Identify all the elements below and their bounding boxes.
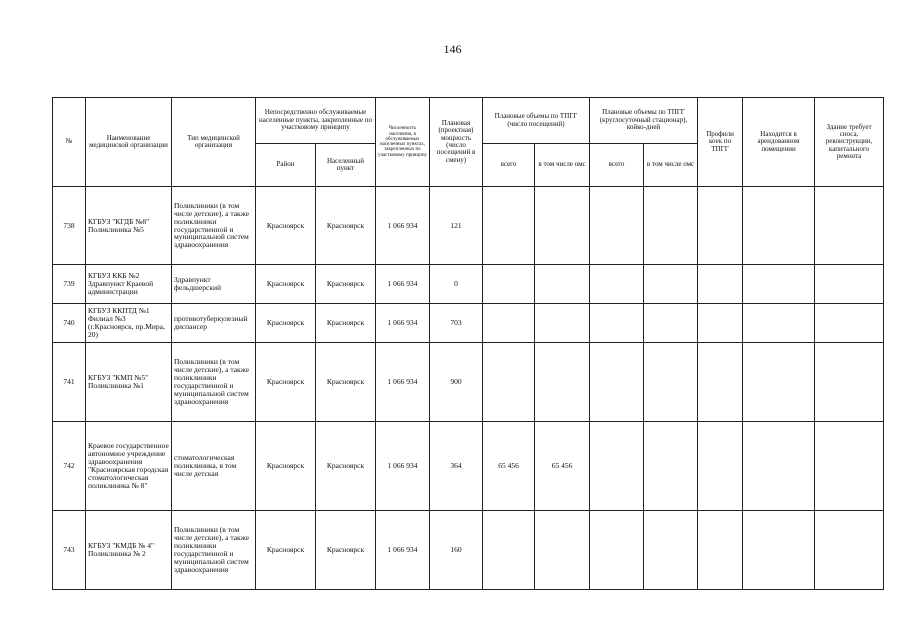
page-number: 146 [443, 42, 462, 56]
cell-org-type: Поликлиники (в том числе детские), а также поликлиники государственной и муниципальной систем здравоохранения [172, 511, 256, 590]
cell-profiles [698, 304, 743, 343]
cell-profiles [698, 343, 743, 422]
cell-reconstruction [815, 422, 884, 511]
cell-profiles [698, 187, 743, 265]
header-beds: Плановые объемы по ТПГГ (круглосуточный стационар), койко-дней [590, 98, 698, 144]
cell-beds-oms [644, 187, 698, 265]
cell-profiles [698, 265, 743, 304]
cell-visits-total [483, 511, 535, 590]
table-row [53, 422, 884, 511]
cell-rented [743, 343, 815, 422]
cell-population: 1 066 934 [376, 265, 430, 304]
cell-capacity: 0 [430, 265, 483, 304]
cell-district: Красноярск [256, 304, 316, 343]
cell-org-type: Поликлиники (в том числе детские), а также поликлиники государственной и муниципальной систем здравоохранения [172, 343, 256, 422]
cell-settlement: Красноярск [316, 304, 376, 343]
table-row [53, 511, 884, 590]
cell-org-name: КГБУЗ "КГДБ №8" Поликлиника №5 [86, 187, 172, 265]
cell-rented [743, 187, 815, 265]
cell-district: Красноярск [256, 187, 316, 265]
cell-settlement: Красноярск [316, 187, 376, 265]
cell-org-name: КГБУЗ "КМП №5" Поликлиника №1 [86, 343, 172, 422]
cell-settlement: Красноярск [316, 343, 376, 422]
cell-visits-total [483, 304, 535, 343]
cell-visits-oms [535, 343, 590, 422]
cell-beds-total [590, 343, 644, 422]
cell-population: 1 066 934 [376, 343, 430, 422]
header-reconstruction: Здание требует сноса, реконструкции, капитального ремонта [815, 98, 884, 187]
cell-num: 740 [53, 304, 86, 343]
cell-rented [743, 422, 815, 511]
cell-population: 1 066 934 [376, 422, 430, 511]
cell-org-name: КГБУЗ "КМДБ № 4" Поликлиника № 2 [86, 511, 172, 590]
cell-settlement: Красноярск [316, 511, 376, 590]
cell-org-name: КГБУЗ ККПТД №1 Филиал №3 (г.Красноярск, пр.Мира, 20) [86, 304, 172, 343]
cell-visits-oms [535, 265, 590, 304]
cell-capacity: 121 [430, 187, 483, 265]
cell-beds-oms [644, 422, 698, 511]
cell-population: 1 066 934 [376, 511, 430, 590]
cell-visits-total: 65 456 [483, 422, 535, 511]
header-org-type: Тип медицинской организации [172, 98, 256, 187]
header-settlement: Населенный пункт [316, 144, 376, 187]
cell-visits-oms [535, 187, 590, 265]
table-row [53, 304, 884, 343]
header-district: Район [256, 144, 316, 187]
cell-beds-total [590, 187, 644, 265]
cell-beds-total [590, 304, 644, 343]
header-row-1 [53, 98, 884, 144]
cell-visits-oms: 65 456 [535, 422, 590, 511]
cell-reconstruction [815, 187, 884, 265]
cell-reconstruction [815, 343, 884, 422]
cell-visits-total [483, 343, 535, 422]
cell-district: Красноярск [256, 265, 316, 304]
cell-rented [743, 304, 815, 343]
cell-profiles [698, 422, 743, 511]
cell-profiles [698, 511, 743, 590]
header-profiles: Профили коек по ТПГГ [698, 98, 743, 187]
cell-population: 1 066 934 [376, 304, 430, 343]
cell-visits-oms [535, 511, 590, 590]
cell-capacity: 160 [430, 511, 483, 590]
header-visits-oms: в том числе омс [535, 144, 590, 187]
cell-beds-oms [644, 511, 698, 590]
cell-rented [743, 511, 815, 590]
header-population: Численность населения, в обслуживаемых населенных пунктах, закрепленных по участковому принципу [376, 98, 430, 187]
cell-settlement: Красноярск [316, 265, 376, 304]
header-org-name: Наименование медицинской организации [86, 98, 172, 187]
header-visits-total: всего [483, 144, 535, 187]
cell-rented [743, 265, 815, 304]
cell-population: 1 066 934 [376, 187, 430, 265]
cell-org-name: КГБУЗ ККБ №2 Здравпункт Краевой администрации [86, 265, 172, 304]
header-visits: Плановые объемы по ТПГГ (число посещений) [483, 98, 590, 144]
cell-num: 738 [53, 187, 86, 265]
cell-num: 739 [53, 265, 86, 304]
cell-reconstruction [815, 511, 884, 590]
header-beds-oms: в том числе омс [644, 144, 698, 187]
cell-org-name: Краевое государственное автономное учреждение здравоохранения "Красноярская городская стоматологическая поликлиника № 8" [86, 422, 172, 511]
header-rented: Находится в арендованном помещении [743, 98, 815, 187]
cell-visits-oms [535, 304, 590, 343]
cell-reconstruction [815, 265, 884, 304]
cell-beds-oms [644, 343, 698, 422]
cell-beds-oms [644, 265, 698, 304]
cell-capacity: 900 [430, 343, 483, 422]
cell-num: 741 [53, 343, 86, 422]
cell-org-type: противотуберкулезный диспансер [172, 304, 256, 343]
cell-org-type: стоматологическая поликлиника, в том числе детская [172, 422, 256, 511]
cell-org-type: Здравпункт фельдшерский [172, 265, 256, 304]
header-direct-service: Непосредственно обслуживаемые населенные пункты, закрепленные по участковому принципу [256, 98, 376, 144]
cell-beds-total [590, 511, 644, 590]
cell-visits-total [483, 187, 535, 265]
table-row [53, 187, 884, 265]
cell-beds-oms [644, 304, 698, 343]
cell-district: Красноярск [256, 511, 316, 590]
header-beds-total: всего [590, 144, 644, 187]
cell-district: Красноярск [256, 343, 316, 422]
cell-district: Красноярск [256, 422, 316, 511]
table-row [53, 265, 884, 304]
cell-org-type: Поликлиники (в том числе детские), а также поликлиники государственной и муниципальной систем здравоохранения [172, 187, 256, 265]
cell-num: 742 [53, 422, 86, 511]
cell-beds-total [590, 422, 644, 511]
cell-settlement: Красноярск [316, 422, 376, 511]
cell-capacity: 364 [430, 422, 483, 511]
cell-num: 743 [53, 511, 86, 590]
cell-beds-total [590, 265, 644, 304]
cell-capacity: 703 [430, 304, 483, 343]
facilities-table [52, 97, 884, 590]
header-capacity: Плановая (проектная) мощность (число посещений в смену) [430, 98, 483, 187]
cell-visits-total [483, 265, 535, 304]
table-row [53, 343, 884, 422]
cell-reconstruction [815, 304, 884, 343]
header-num: № [53, 98, 86, 187]
